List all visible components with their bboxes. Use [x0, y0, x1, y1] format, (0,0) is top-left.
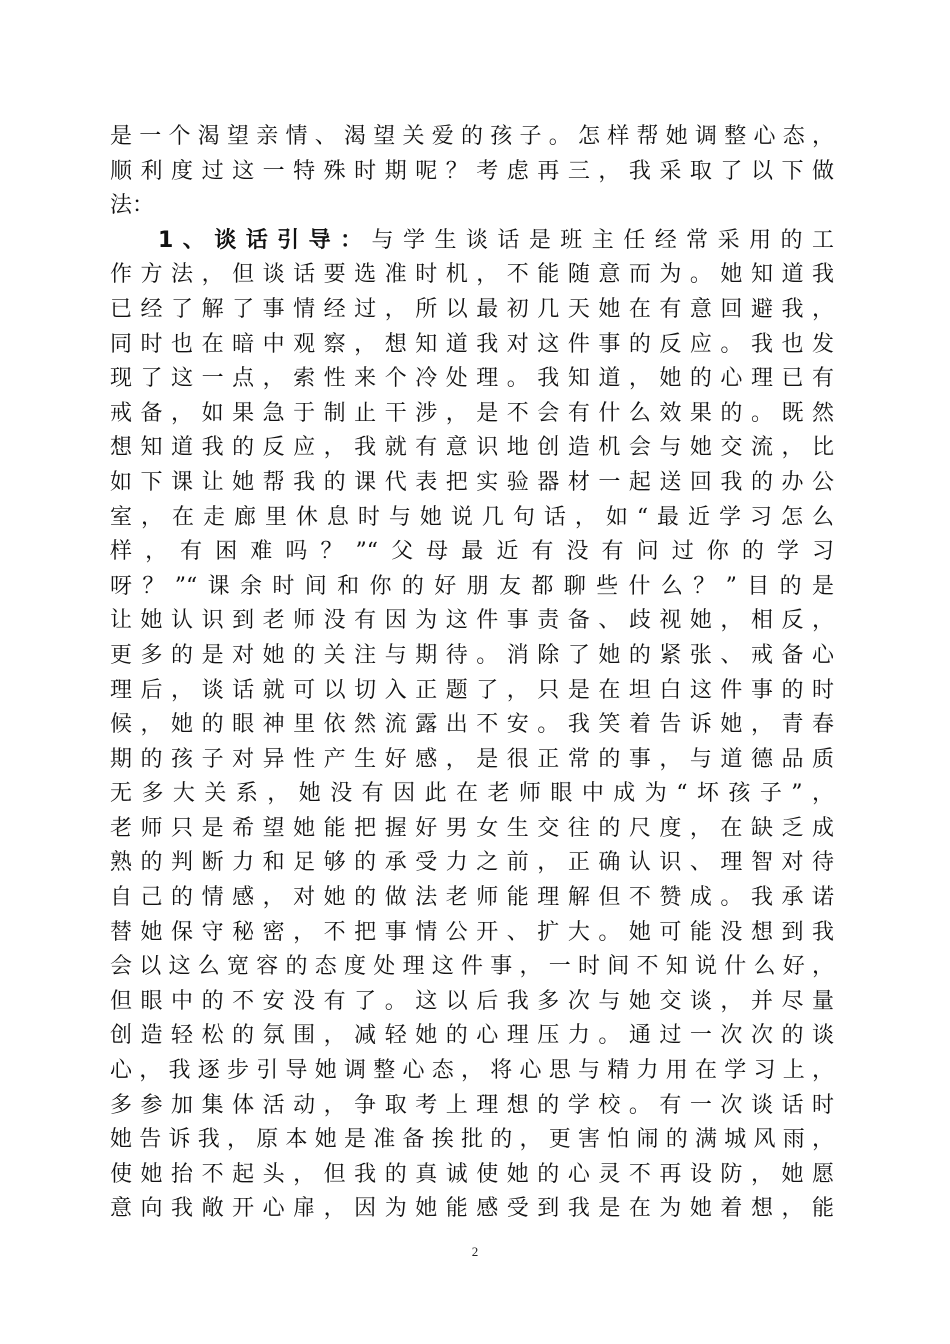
- text-line: 呀？”“课余时间和你的好朋友都聊些什么？”目的是: [110, 573, 834, 599]
- text-line: 想知道我的反应，我就有意识地创造机会与她交流，比: [110, 435, 834, 461]
- text-line: 多参加集体活动，争取考上理想的学校。有一次谈话时: [110, 1092, 834, 1118]
- text-line: 法：: [110, 193, 155, 219]
- text-line: 创造轻松的氛围，减轻她的心理压力。通过一次次的谈: [110, 1023, 834, 1049]
- text-line: 期的孩子对异性产生好感，是很正常的事，与道德品质: [110, 746, 834, 772]
- text-line: 自己的情感，对她的做法老师能理解但不赞成。我承诺: [110, 885, 834, 911]
- text-line: 老师只是希望她能把握好男女生交往的尺度，在缺乏成: [110, 815, 834, 841]
- text-line: 戒备，如果急于制止干涉，是不会有什么效果的。既然: [110, 400, 834, 426]
- page-number: 2: [471, 1244, 479, 1259]
- text-line: 熟的判断力和足够的承受力之前，正确认识、理智对待: [110, 850, 834, 876]
- text-line: 是一个渴望亲情、渴望关爱的孩子。怎样帮她调整心态，: [110, 124, 834, 149]
- text-line: 与学生谈话是班主任经常采用的工: [371, 227, 834, 253]
- text-line: 她告诉我，原本她是准备挨批的，更害怕闹的满城风雨，: [110, 1127, 834, 1153]
- text-line: 如下课让她帮我的课代表把实验器材一起送回我的办公: [110, 469, 834, 495]
- text-line: 会以这么宽容的态度处理这件事，一时间不知说什么好，: [110, 954, 834, 980]
- paragraph-start-line: [110, 224, 834, 259]
- text-line: 候，她的眼神里依然流露出不安。我笑着告诉她，青春: [110, 712, 834, 738]
- text-line: 现了这一点，索性来个冷处理。我知道，她的心理已有: [110, 366, 834, 392]
- text-line: 使她抬不起头，但我的真诚使她的心灵不再设防，她愿: [110, 1161, 834, 1187]
- text-line: 意向我敞开心扉，因为她能感受到我是在为她着想，能: [110, 1196, 834, 1222]
- text-line: 心，我逐步引导她调整心态，将心思与精力用在学习上，: [110, 1058, 834, 1084]
- section-heading: 1、谈话引导：: [158, 227, 372, 253]
- text-line: 理后，谈话就可以切入正题了，只是在坦白这件事的时: [110, 677, 834, 703]
- text-line: 无多大关系，她没有因此在老师眼中成为“坏孩子”，: [110, 781, 834, 807]
- text-line: 替她保守秘密，不把事情公开、扩大。她可能没想到我: [110, 919, 834, 945]
- text-line: 顺利度过这一特殊时期呢？考虑再三，我采取了以下做: [110, 158, 834, 184]
- text-line: 已经了解了事情经过，所以最初几天她在有意回避我，: [110, 296, 834, 322]
- text-line: 作方法，但谈话要选准时机，不能随意而为。她知道我: [110, 262, 834, 288]
- text-line: 同时也在暗中观察，想知道我对这件事的反应。我也发: [110, 331, 834, 357]
- text-line: 让她认识到老师没有因为这件事责备、歧视她，相反，: [110, 608, 834, 634]
- text-line: 室，在走廊里休息时与她说几句话，如“最近学习怎么: [110, 504, 834, 530]
- text-line: 更多的是对她的关注与期待。消除了她的紧张、戒备心: [110, 642, 834, 668]
- text-line: 但眼中的不安没有了。这以后我多次与她交谈，并尽量: [110, 988, 834, 1014]
- body-text: [110, 120, 834, 1227]
- text-line: 样，有困难吗？”“父母最近有没有问过你的学习: [110, 539, 834, 565]
